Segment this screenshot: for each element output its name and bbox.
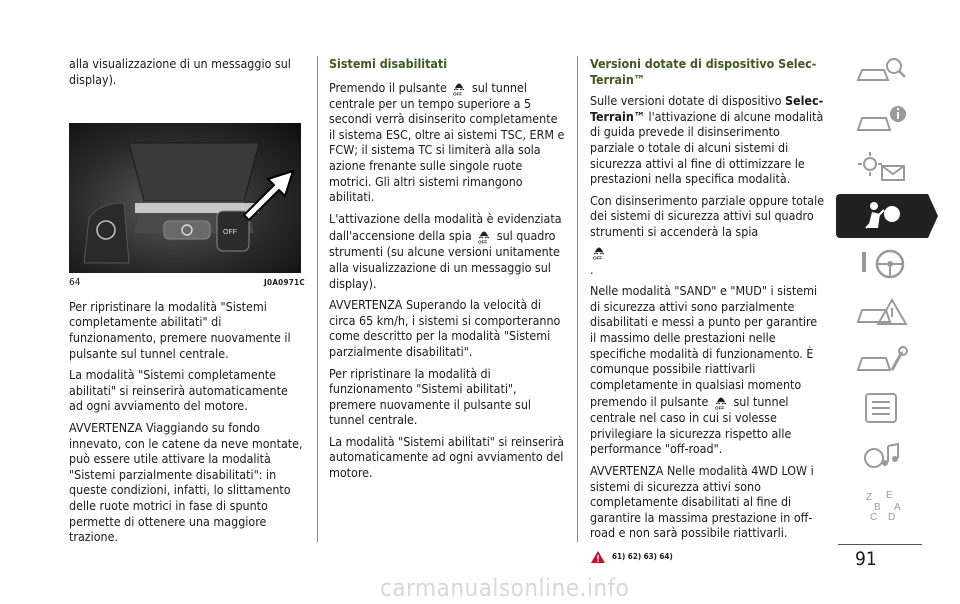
car-maintenance-icon[interactable] [836,338,928,382]
figure-caption [69,275,305,291]
text-span: sul tunnel centrale nel caso in cui si volesse privilegiare la sicurezza rispetto alle performance "off-road". [590,394,792,457]
text-span: Con disinserimento parziale oppure totale dei sistemi di sicurezza attivi sul quadro strumenti si accenderà la spia [590,192,825,239]
section-heading: Sistemi disabilitati [329,56,448,71]
paragraph [329,211,565,291]
intro-text: alla visualizzazione di un messaggio sul display). [69,56,291,87]
column-1 [69,56,305,551]
svg-text:OFF: OFF [223,229,237,237]
column-2 [329,56,565,487]
esc-off-icon [714,392,728,410]
text-span: Premendo il pulsante [329,79,447,95]
section-heading: Versioni dotate di dispositivo Selec-Terrain™ [590,56,817,87]
svg-text:Z: Z [866,492,873,503]
specs-list-icon[interactable] [836,386,928,430]
column-divider [577,56,578,542]
text-span: sul tunnel centrale per un tempo superiore a 5 secondi verrà disinserito completamente il sistema ESC, oltre ai sistemi TSC, ERM e FCW; il sistema TC si limiterà alla sola azione frenante sulle singole ruote motrici. Gli altri sistemi rimangono abilitati. [329,79,565,205]
tunnel-button-photo [69,123,301,273]
car-accident-icon[interactable] [836,290,928,334]
multimedia-icon[interactable] [836,434,928,478]
esc-off-icon [477,226,491,244]
esc-off-icon [592,242,606,260]
column-divider [317,56,318,542]
warning-triangle-icon [590,550,606,564]
paragraph [590,193,826,277]
warning-refs-text: 61) 62) 63) 64) [612,552,673,562]
paragraph: La modalità "Sistemi abilitati" si reinserirà automaticamente ad ogni avviamento del motore. [329,433,564,481]
text-span: Sulle versioni dotate di dispositivo [590,93,782,109]
paragraph [590,283,826,457]
warning-paragraph: AVVERTENZA Superando la velocità di circa 65 km/h, i sistemi si comporteranno come descritto per la modalità "Sistemi parzialmente disabilitati". [329,297,561,359]
index-letters-icon[interactable] [836,482,928,526]
text-span: l'attivazione di alcune modalità di guida prevede il disinserimento parziale o totale di alcuni sistemi di sicurezza attivi al fine di ottimizzare le prestazioni nella specifica modalità. [590,108,824,187]
page-number: 91 [855,548,877,570]
airbag-seatbelt-icon[interactable] [836,194,928,238]
svg-text:D: D [888,512,896,522]
car-info-icon[interactable] [836,98,928,142]
svg-text:C: C [870,512,878,522]
magnifier-car-icon[interactable] [836,50,928,94]
paragraph [590,93,826,187]
paragraph: Per ripristinare la modalità "Sistemi completamente abilitati" di funzionamento, premere nuovamente il pulsante sul tunnel centrale. [69,298,291,361]
chapter-sidebar [836,50,938,530]
paragraph: La modalità "Sistemi completamente abilitati" si reinserirà automaticamente ad ogni avviamento del motore. [69,367,288,414]
text-span: sul quadro strumenti (su alcune versioni unitamente alla visualizzazione di un messaggio sul display). [329,228,560,291]
warning-paragraph: AVVERTENZA Nelle modalità 4WD LOW i sistemi di sicurezza attivi sono completamente disabilitati al fine di garantire la massima prestazione in off-road e non sarà possibile riattivarli. [590,463,814,541]
text-span: L'attivazione della modalità è evidenziata dall'accensione della spia [329,210,562,244]
text-span: Nelle modalità "SAND" e "MUD" i sistemi di sicurezza attivi sono parzialmente disabilitati e messi a punto per garantire il massimo delle prestazioni nelle specifiche modalità di funzionamento. È comunque possibile riattivarli completamente in qualsiasi momento premendo il pulsante [590,283,818,410]
figure-number: 64 [69,277,81,289]
page-number-rule [838,544,922,545]
paragraph: Per ripristinare la modalità di funzionamento "Sistemi abilitati", premere nuovamente il pulsante sul tunnel centrale. [329,365,532,428]
steering-wheel-icon[interactable] [836,242,928,286]
bold-term: Selec-Terrain™ [590,93,824,124]
text-span: . [590,261,594,277]
svg-text:B: B [874,502,881,513]
paragraph [329,78,565,205]
svg-text:A: A [894,502,901,513]
warning-paragraph: AVVERTENZA Viaggiando su fondo innevato, con le catene da neve montate, può essere utile attivare la modalità "Sistemi parzialmente disabilitati": in queste condizioni, infatti, lo slittamento delle ruote motrici in fase di spunto permette di ottenere una maggiore trazione. [69,419,303,545]
svg-text:OFF: OFF [478,239,488,245]
warning-references [590,549,826,565]
esc-off-icon [452,78,466,96]
column-3 [590,56,826,565]
svg-text:OFF: OFF [593,255,603,260]
svg-text:OFF: OFF [453,91,463,96]
svg-text:E: E [886,490,893,501]
warning-light-icon[interactable] [836,146,928,190]
watermark-footer: carmanualsonline.info [380,574,630,602]
console-illustration [69,123,301,273]
svg-text:OFF: OFF [714,405,725,411]
figure-code: J0A0971C [264,278,305,288]
